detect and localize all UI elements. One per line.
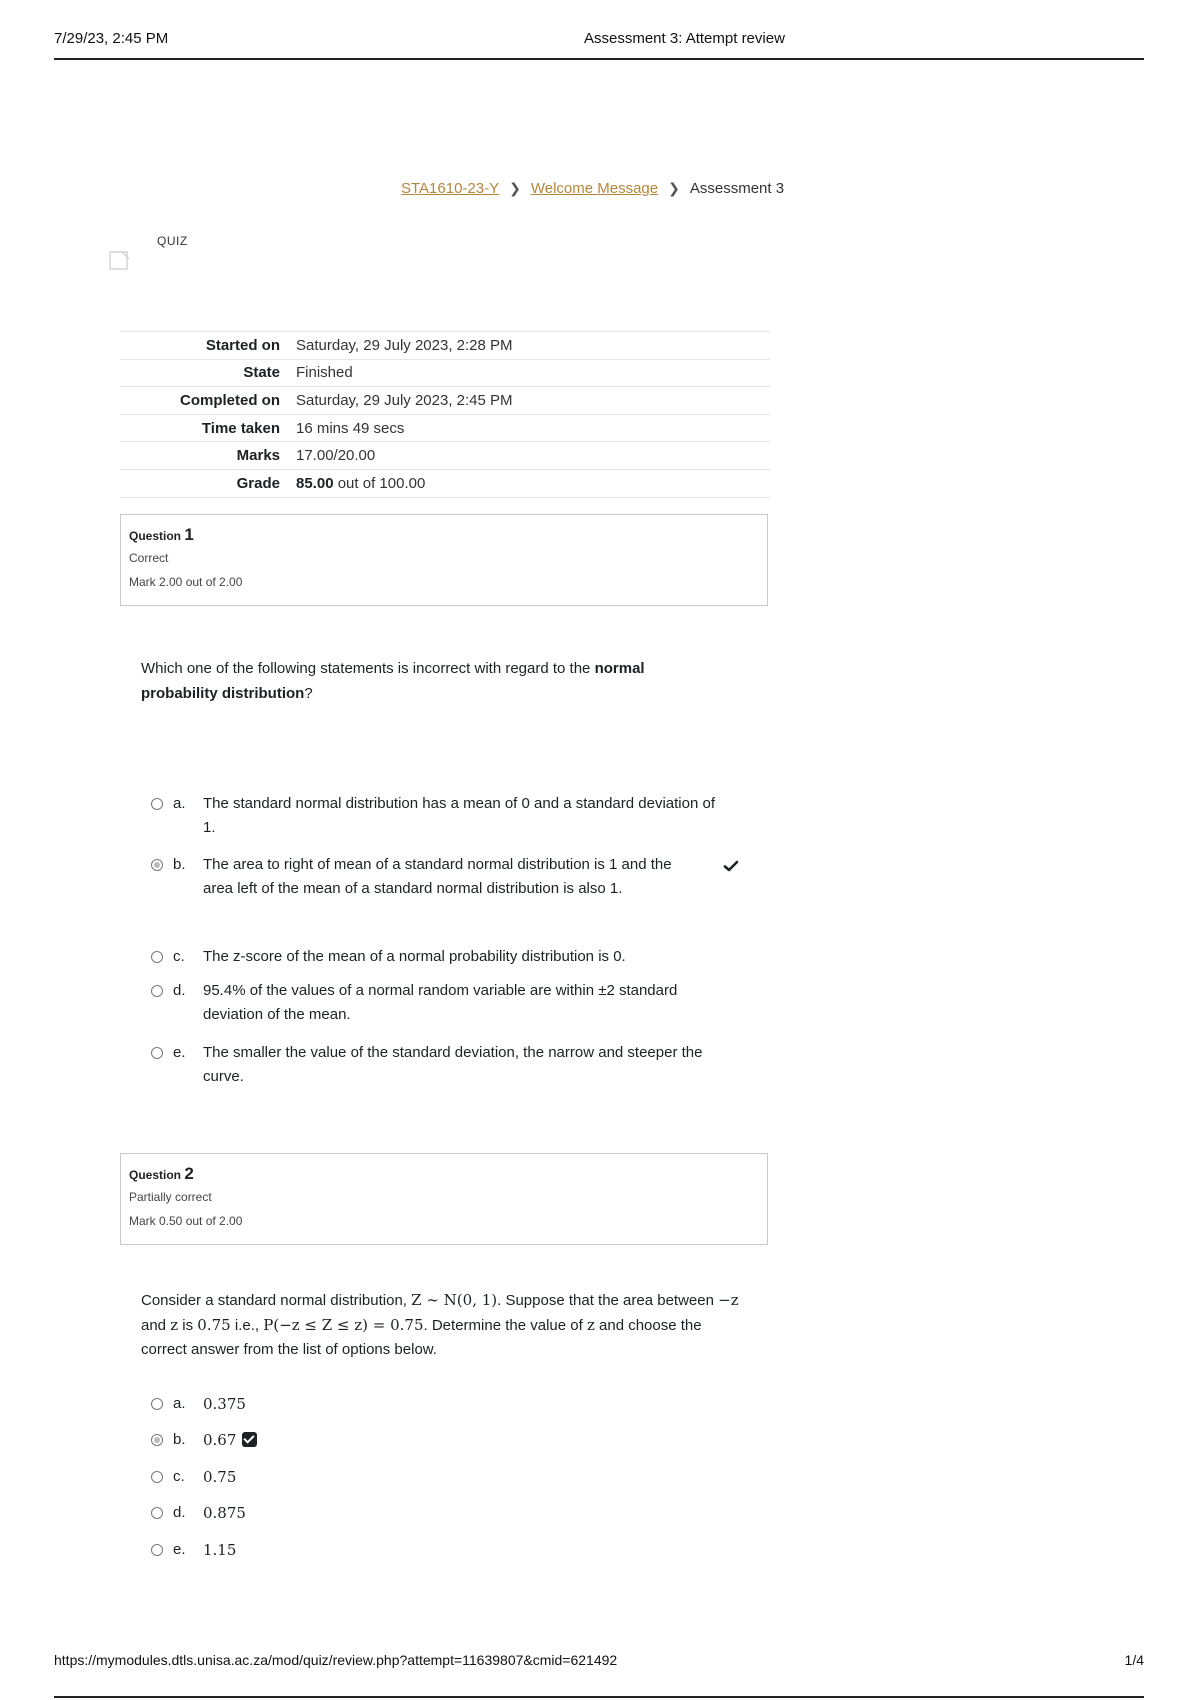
- option-text: 0.75: [203, 1468, 237, 1486]
- summary-label: Time taken: [201, 419, 280, 437]
- option-letter: c.: [173, 948, 185, 965]
- print-date: 7/29/23, 2:45 PM: [54, 30, 169, 47]
- page-number: 1/4: [1124, 1652, 1144, 1668]
- radio-button[interactable]: [151, 985, 163, 997]
- question-text-2: [141, 1288, 741, 1362]
- math-expression: Z ∼ N(0, 1): [411, 1291, 498, 1309]
- summary-value: [296, 469, 770, 497]
- print-header: [54, 30, 1144, 60]
- question-grade: Mark 2.00 out of 2.00: [129, 575, 243, 589]
- question-state: Correct: [129, 551, 169, 565]
- question-number: [129, 1164, 759, 1184]
- option-text: The z-score of the mean of a normal probability distribution is 0.: [203, 948, 626, 965]
- print-title: Assessment 3: Attempt review: [584, 30, 785, 47]
- radio-button[interactable]: [151, 1398, 163, 1410]
- math-expression: P(−z ≤ Z ≤ z) = 0.75: [263, 1316, 424, 1334]
- table-row: [120, 332, 770, 360]
- grade-total: out of 100.00: [333, 474, 426, 492]
- summary-label: Started on: [205, 336, 280, 354]
- breadcrumb-course-link[interactable]: STA1610-23-Y: [401, 180, 500, 197]
- question-text-part: is: [178, 1317, 198, 1334]
- option-text: The area to right of mean of a standard normal distribution is 1 and the area left of the mean of a standard normal distribution is also 1.: [203, 856, 672, 897]
- question-number-value: 2: [184, 1164, 194, 1183]
- question-grade: Mark 0.50 out of 2.00: [129, 1214, 243, 1228]
- attempt-summary-table: [120, 331, 770, 498]
- print-footer: [54, 1644, 1144, 1698]
- option-letter: d.: [173, 1504, 186, 1521]
- breadcrumb-current: Assessment 3: [689, 180, 785, 197]
- question-text-part: ?: [304, 685, 313, 702]
- breadcrumb-section-link[interactable]: Welcome Message: [530, 180, 659, 197]
- checkbox-checked-icon: [242, 1432, 257, 1447]
- summary-value: Saturday, 29 July 2023, 2:28 PM: [296, 336, 513, 354]
- option-letter: d.: [173, 982, 186, 999]
- question-text-part: Which one of the following statements is incorrect with regard to the: [141, 660, 595, 677]
- option-text: The smaller the value of the standard deviation, the narrow and steeper the curve.: [203, 1044, 703, 1085]
- radio-button-selected[interactable]: [151, 1434, 163, 1446]
- question-info-1: [120, 514, 768, 606]
- math-expression: −z: [718, 1291, 739, 1309]
- question-state: Partially correct: [129, 1190, 212, 1204]
- question-text-part: and choose the correct answer from the list of options below.: [141, 1317, 702, 1358]
- table-row: [120, 359, 770, 387]
- option-letter: a.: [173, 1395, 186, 1412]
- option-text: The standard normal distribution has a mean of 0 and a standard deviation of 1.: [203, 795, 715, 836]
- question-prefix: Question: [129, 1168, 182, 1182]
- page-url: https://mymodules.dtls.unisa.ac.za/mod/quiz/review.php?attempt=11639807&cmid=621492: [54, 1652, 618, 1668]
- option-letter: e.: [173, 1044, 186, 1061]
- table-row: [120, 414, 770, 442]
- option-letter: e.: [173, 1541, 186, 1558]
- question-text-1: [141, 656, 701, 706]
- option-text: 0.67: [203, 1431, 237, 1449]
- option-text: 0.875: [203, 1504, 246, 1522]
- question-text-bold: normal probability distribution: [141, 660, 645, 702]
- radio-button[interactable]: [151, 1471, 163, 1483]
- radio-button[interactable]: [151, 1047, 163, 1059]
- math-expression: 0.75: [197, 1316, 231, 1334]
- option-letter: b.: [173, 1431, 186, 1448]
- question-text-part: Consider a standard normal distribution,: [141, 1292, 412, 1309]
- option-text: 95.4% of the values of a normal random variable are within ±2 standard deviation of the mean.: [203, 982, 678, 1023]
- radio-button[interactable]: [151, 1544, 163, 1556]
- question-info-2: [120, 1153, 768, 1245]
- summary-label: Marks: [236, 447, 280, 465]
- grade-value: 85.00: [296, 474, 334, 492]
- option-letter: b.: [173, 856, 186, 873]
- summary-label: Grade: [236, 474, 280, 492]
- question-text-part: . Suppose that the area between: [497, 1292, 719, 1309]
- option-text-wrap: [203, 1428, 723, 1453]
- summary-value: 17.00/20.00: [296, 447, 376, 465]
- math-expression: z: [586, 1316, 595, 1334]
- table-row: [120, 469, 770, 497]
- radio-button-selected[interactable]: [151, 859, 163, 871]
- summary-label: Completed on: [180, 391, 280, 409]
- option-letter: a.: [173, 795, 186, 812]
- math-expression: z: [170, 1316, 179, 1334]
- question-number: [129, 525, 759, 545]
- summary-label: State: [243, 364, 280, 382]
- chevron-right-icon: ❯: [509, 180, 521, 196]
- question-text-part: i.e.,: [230, 1317, 264, 1334]
- radio-button[interactable]: [151, 1507, 163, 1519]
- summary-value: Saturday, 29 July 2023, 2:45 PM: [296, 391, 513, 409]
- option-text: 0.375: [203, 1395, 246, 1413]
- question-number-value: 1: [184, 525, 194, 544]
- quiz-icon: [109, 249, 131, 271]
- option-letter: c.: [173, 1468, 185, 1485]
- table-row: [120, 387, 770, 415]
- summary-value: Finished: [296, 364, 353, 382]
- chevron-right-icon: ❯: [668, 180, 680, 196]
- breadcrumb: [401, 180, 784, 197]
- radio-button[interactable]: [151, 798, 163, 810]
- radio-button[interactable]: [151, 951, 163, 963]
- summary-value: 16 mins 49 secs: [296, 419, 405, 437]
- question-prefix: Question: [129, 529, 182, 543]
- question-text-part: . Determine the value of: [423, 1317, 587, 1334]
- question-text-part: and: [141, 1317, 171, 1334]
- checkmark-icon: [723, 858, 739, 874]
- table-row: [120, 442, 770, 470]
- option-text: 1.15: [203, 1541, 237, 1559]
- activity-type-label: QUIZ: [157, 234, 188, 248]
